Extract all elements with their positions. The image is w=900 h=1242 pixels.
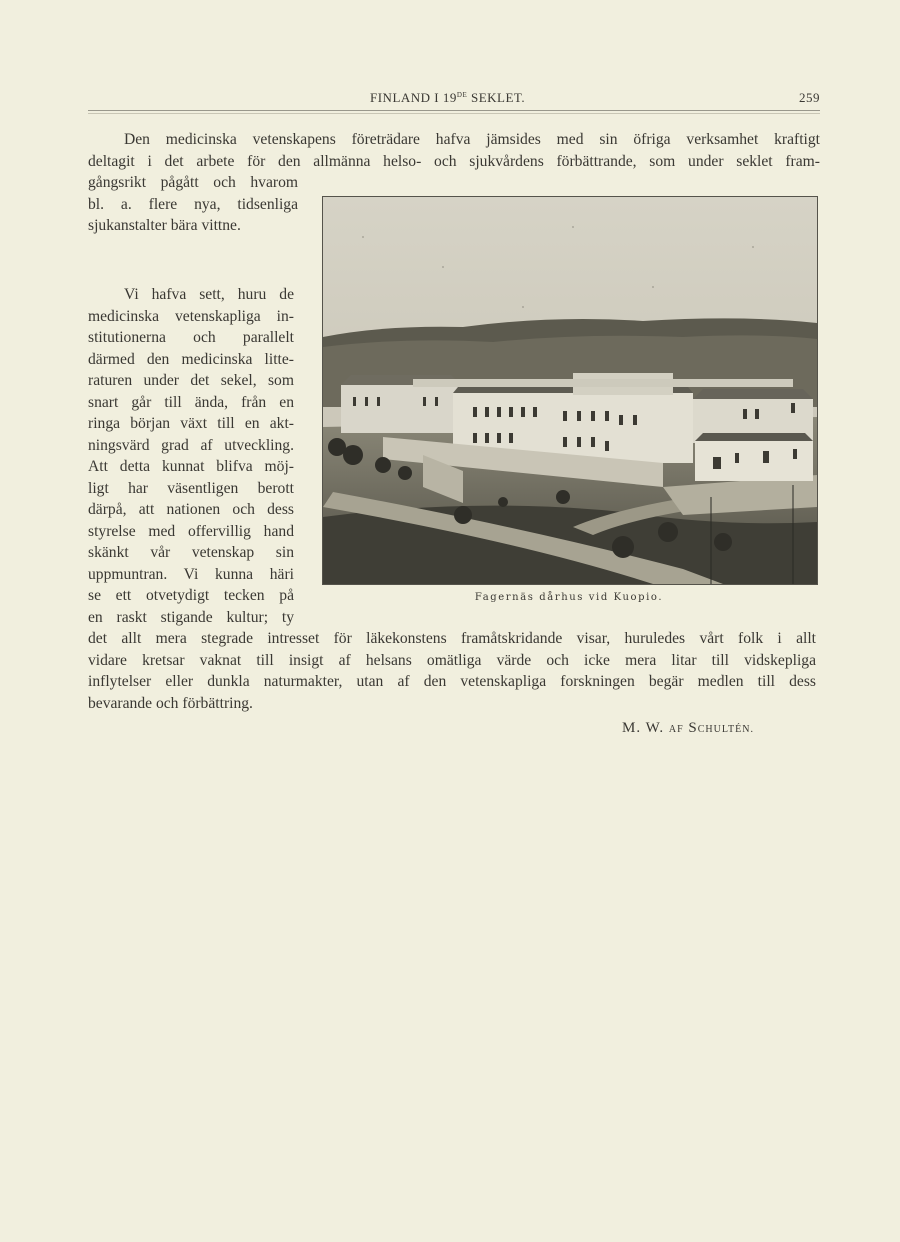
photo-illustration [323,197,817,584]
header-rule [88,110,820,111]
text-line: ligt har väsentligen berott [88,479,294,497]
text-line: stitutionerna och parallelt [88,329,294,346]
text-line: sjukanstalter bära vittne. [88,217,241,234]
header-rule-thin [88,113,820,114]
paragraph-2-narrow [88,284,294,628]
text-line: Att detta kunnat blifva möj- [88,458,294,475]
text-line: därpå, att nationen och dess [88,501,294,518]
text-line: medicinska vetenskapliga in- [88,307,294,325]
text-line: bl. a. flere nya, tidsenliga [88,195,298,213]
text-line: inflytelser eller dunkla naturmakter, utan af den vetenskapliga forskningen begär medlen till dess [88,673,816,690]
text-line: en raskt stigande kultur; ty [88,608,294,626]
text-line: vidare kretsar vaknat till insigt af helsans omätliga värde och icke mera litar till vidskepliga [88,651,816,669]
text-line: snart går till ända, från en [88,393,294,411]
text-line: Vi hafva sett, huru de [124,286,294,303]
author-signature: M. W. AF SCHULTÉN. [622,720,754,736]
paragraph-1 [88,129,820,172]
page-number: 259 [799,90,820,105]
running-title: FINLAND I 19DE SEKLET. [370,90,526,105]
text-line: se ett otvetydigt tecken på [88,587,294,604]
paragraph-1-narrow [88,172,298,237]
running-header [88,88,820,108]
title-superscript: DE [456,91,468,99]
text-line: uppmuntran. Vi kunna häri [88,565,294,583]
text-line: det allt mera stegrade intresset för läkekonstens framåtskridande visar, huruledes vårt folk i allt [88,630,816,647]
text-line: ringa början växt till en akt- [88,415,294,432]
text-line: skänkt vår vetenskap sin [88,544,294,561]
figure-caption: Fagernäs dårhus vid Kuopio. [474,592,664,603]
text-line: Den medicinska vetenskapens företrädare hafva jämsides med sin öfriga verksamhet kraftigt [124,131,820,148]
text-line: därmed den medicinska litte- [88,350,294,368]
text-line: ningsvärd grad af utveckling. [88,436,294,454]
hospital-photograph [322,196,818,585]
text-line: raturen under det sekel, som [88,372,294,389]
text-line: gångsrikt pågått och hvarom [88,174,298,191]
text-line: styrelse med offervillig hand [88,522,294,540]
text-line: bevarande och förbättring. [88,694,253,712]
text-line: deltagit i det arbete för den allmänna helso- och sjukvårdens förbättrande, som under seklet fram- [88,152,820,170]
paragraph-2-wide [88,628,816,714]
